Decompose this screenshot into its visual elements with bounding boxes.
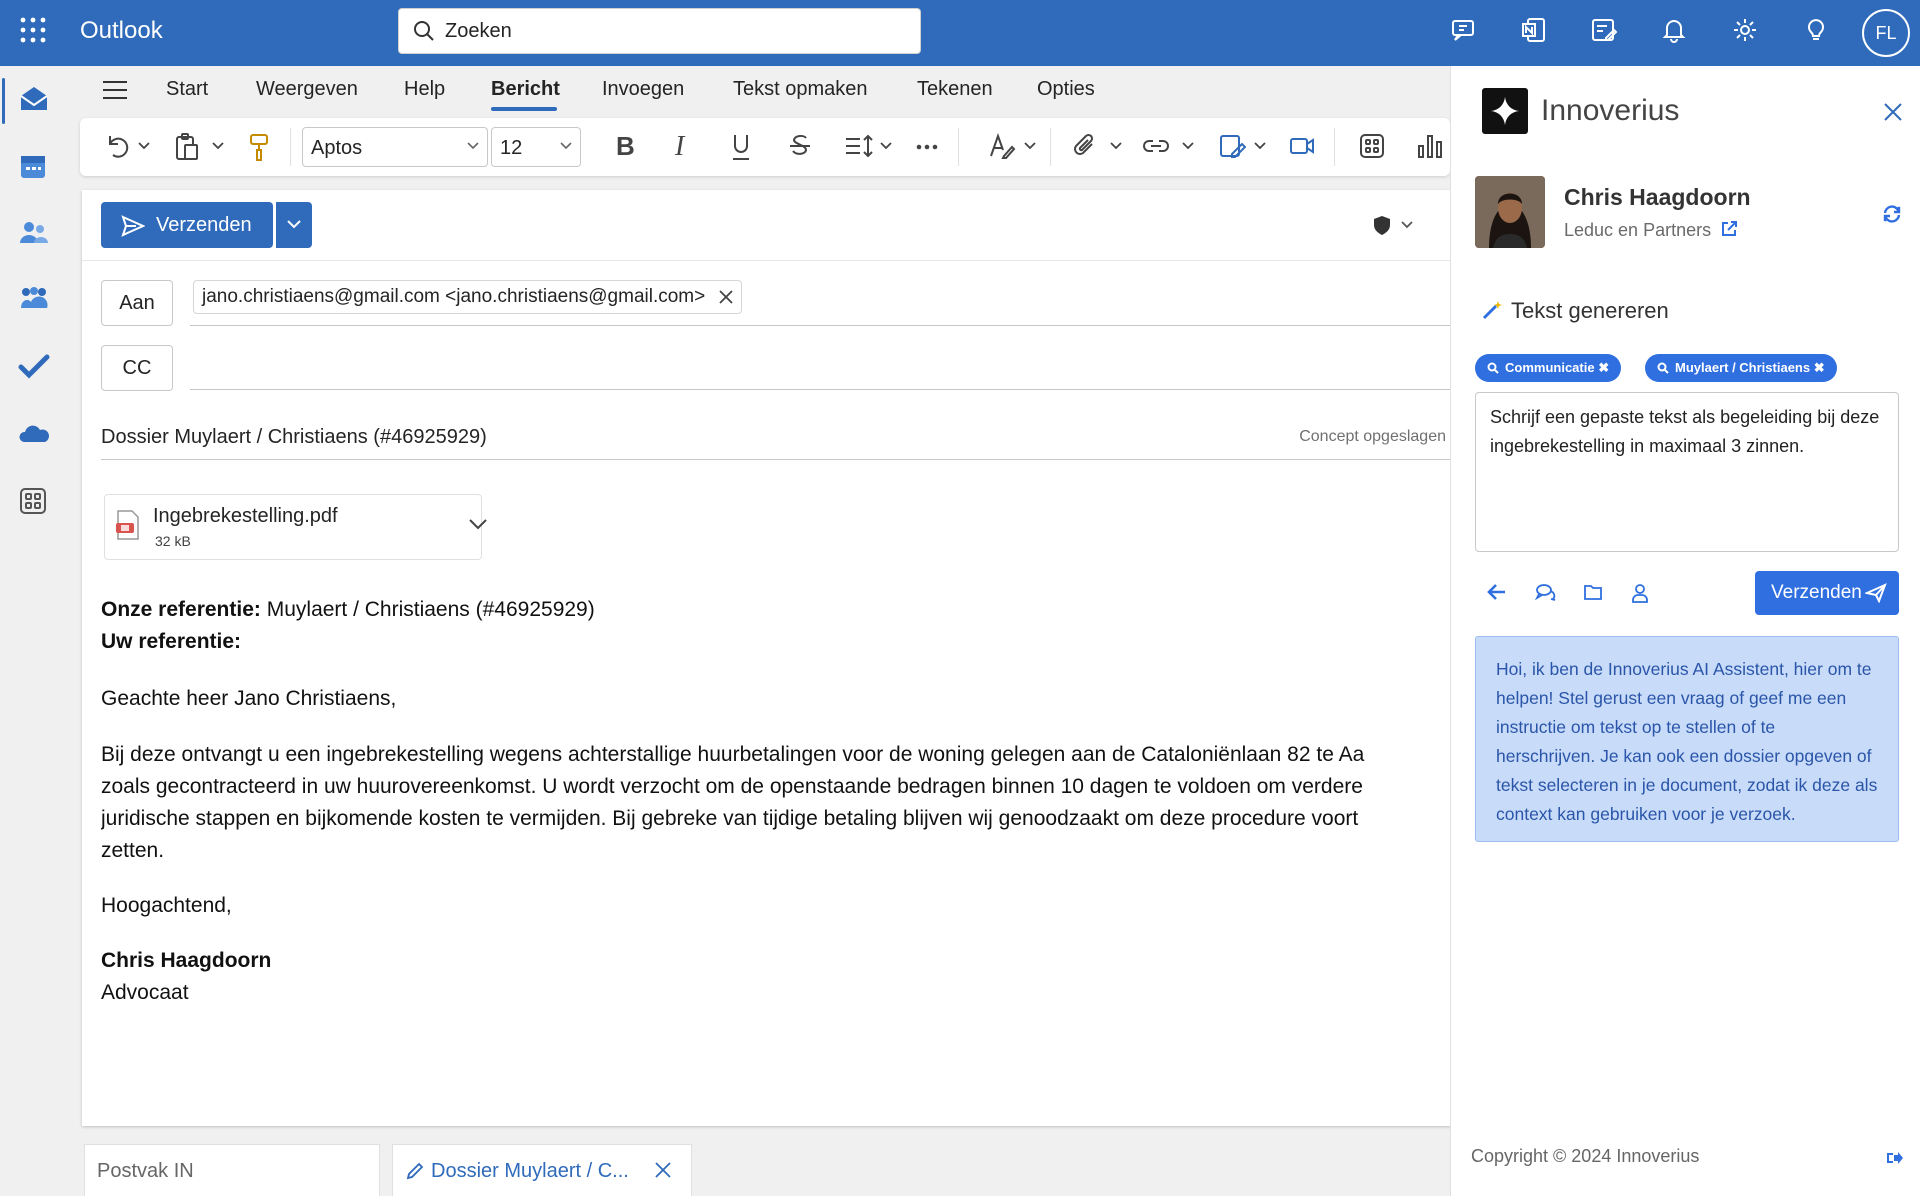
closing-text: Hoogachtend, [101,894,232,917]
link-dropdown-chevron-icon[interactable] [1182,142,1194,150]
attachment-size: 32 kB [155,533,191,549]
underline-icon[interactable] [730,132,752,162]
subject-field[interactable]: Dossier Muylaert / Christiaens (#46925929) [101,426,487,448]
refresh-sync-icon[interactable] [1882,204,1902,224]
search-icon [1487,362,1499,374]
conversation-icon[interactable] [1535,583,1557,601]
insert-link-icon[interactable] [1142,132,1170,160]
cc-field-underline[interactable] [190,389,1452,390]
onedrive-icon[interactable] [18,420,50,450]
your-reference-label: Uw referentie: [101,630,242,653]
tab-draft-label: Dossier Muylaert / C... [431,1160,629,1182]
hamburger-menu-icon[interactable] [102,80,128,100]
todo-note-icon[interactable] [1590,16,1618,44]
remove-recipient-close-icon[interactable] [719,290,733,304]
sensitivity-shield-icon[interactable] [1372,214,1416,236]
pdf-file-icon [115,509,141,541]
bottom-tab-strip [72,1136,1452,1196]
top-bar [0,0,1920,66]
panel-send-label: Verzenden [1771,582,1862,603]
notifications-bell-icon[interactable] [1660,16,1688,44]
svg-text:I: I [675,132,685,160]
attach-dropdown-chevron-icon[interactable] [1110,142,1122,150]
attachment-name: Ingebrekestelling.pdf [153,505,338,527]
recipient-address: jano.christiaens@gmail.com <jano.christiaens@gmail.com> [202,286,706,307]
contact-photo [1475,176,1545,248]
tab-tekenen[interactable]: Tekenen [917,78,993,100]
people-icon[interactable] [18,218,50,248]
tab-draft[interactable] [392,1144,692,1196]
line-spacing-icon[interactable] [844,132,874,160]
calendar-icon[interactable] [18,152,48,182]
back-arrow-icon[interactable] [1487,583,1507,601]
subject-underline [101,459,1452,460]
undo-icon[interactable] [104,132,130,160]
paste-dropdown-chevron-icon[interactable] [212,142,224,150]
contact-name: Chris Haagdoorn [1564,184,1751,210]
close-draft-tab-icon[interactable] [655,1162,671,1178]
body-paragraph-line: Bij deze ontvangt u een ingebrekestelling wegens achterstallige huurbetalingen voor de woning gelegen aan de Cataloniënlaan 82 te Aa [101,743,1365,766]
prompt-textarea[interactable]: Schrijf een gepaste tekst als begeleiding bij deze ingebrekestelling in maximaal 3 zinnen. [1475,392,1899,552]
copyright-text: Copyright © 2024 Innoverius [1471,1146,1700,1166]
tab-bericht[interactable]: Bericht [491,78,560,100]
body-paragraph-line: zoals gecontracteerd in uw huurovereenkomst. U wordt verzocht om de openstaande bedragen binnen 10 dagen te voldoen om verdere [101,775,1363,798]
paper-plane-icon [1865,583,1887,603]
folder-icon[interactable] [1583,583,1603,601]
tips-lightbulb-icon[interactable] [1802,16,1830,44]
greeting-text: Geachte heer Jano Christiaens, [101,687,397,710]
body-paragraph-line: zetten. [101,839,165,862]
context-tag-communicatie[interactable]: Communicatie ✖ [1475,354,1621,382]
spacing-dropdown-chevron-icon[interactable] [880,142,892,150]
font-chevron-icon [467,142,479,150]
generate-text-label: Tekst genereren [1511,298,1669,323]
tab-weergeven[interactable]: Weergeven [256,78,358,100]
signature-dropdown-chevron-icon[interactable] [1254,142,1266,150]
to-button[interactable]: Aan [101,280,173,326]
external-link-icon [1720,220,1738,238]
panel-title: Innoverius [1541,94,1680,127]
toolbar-separator [958,128,959,166]
search-placeholder: Zoeken [445,20,512,42]
edit-pencil-icon [405,1161,425,1181]
signature-icon[interactable] [1218,132,1246,160]
svg-text:B: B [616,132,635,160]
editor-styles-icon[interactable] [988,132,1016,160]
panel-close-icon[interactable] [1883,102,1903,122]
tab-invoegen[interactable]: Invoegen [602,78,685,100]
to-field-underline[interactable] [190,325,1452,326]
draft-saved-status: Concept opgeslagen [1299,428,1446,445]
search-icon [413,20,435,42]
groups-icon[interactable] [18,284,50,314]
more-options-icon[interactable] [916,144,938,150]
tab-inbox-label: Postvak IN [97,1160,194,1182]
attachment-card[interactable] [104,494,482,560]
contact-company-label: Leduc en Partners [1564,220,1712,240]
todo-check-icon[interactable] [18,352,50,382]
tab-tekst-opmaken[interactable]: Tekst opmaken [733,78,868,100]
font-size-select[interactable] [491,127,581,167]
app-launcher-icon[interactable] [20,17,46,43]
panel-send-button[interactable] [1755,571,1899,615]
onenote-icon[interactable] [1520,16,1548,44]
italic-icon[interactable] [672,132,694,160]
our-reference-value: Muylaert / Christiaens (#46925929) [260,598,595,621]
innoverius-side-panel [1450,66,1920,1196]
undo-dropdown-chevron-icon[interactable] [138,142,150,150]
bold-icon[interactable] [614,132,636,160]
attachment-chevron-down-icon[interactable] [469,519,487,530]
toolbar-separator [1334,128,1335,166]
cc-button[interactable]: CC [101,345,173,391]
our-reference-label: Onze referentie: [101,598,261,621]
attach-file-paperclip-icon[interactable] [1072,132,1098,160]
font-size-value: 12 [500,137,523,159]
tag-label: Muylaert / Christiaens [1675,360,1811,375]
tab-start[interactable]: Start [166,78,209,100]
ribbon-toolbar [80,118,1450,176]
contact-company[interactable] [1564,220,1738,241]
paste-clipboard-icon[interactable] [174,132,200,162]
send-icon [121,215,145,237]
tag-label: Communicatie [1505,360,1595,375]
search-icon [1657,362,1669,374]
message-body[interactable] [101,594,1452,1009]
header-divider [82,260,1452,261]
magic-wand-icon [1481,299,1503,321]
body-paragraph-line: juridische stappen en bijkomende kosten te vermijden. Bij gebreke van tijdige betaling blijven wij genoodzaakt om deze procedure voort [101,807,1359,830]
mail-icon[interactable] [18,84,50,114]
tab-opties[interactable]: Opties [1037,78,1095,100]
compose-area [82,190,1452,1126]
font-family-value: Aptos [311,137,363,159]
more-apps-icon[interactable] [18,486,48,516]
generate-text-heading [1481,298,1669,324]
font-family-select[interactable] [302,127,488,167]
insights-chart-icon[interactable] [1416,132,1444,160]
recipient-chip[interactable] [193,280,742,314]
settings-gear-icon[interactable] [1731,16,1759,44]
teams-meeting-video-icon[interactable] [1288,132,1316,160]
signature-name: Chris Haagdoorn [101,949,272,972]
strikethrough-icon[interactable] [788,132,812,160]
context-tag-dossier[interactable]: Muylaert / Christiaens ✖ [1645,354,1837,382]
apps-grid-icon[interactable] [1358,132,1386,160]
editor-dropdown-chevron-icon[interactable] [1024,142,1036,150]
tab-help[interactable]: Help [404,78,446,100]
size-chevron-icon [560,142,572,150]
app-name[interactable]: Outlook [80,17,163,44]
teams-chat-icon[interactable] [1450,16,1478,44]
send-button-label: Verzenden [156,214,252,236]
active-tab-indicator [491,107,557,111]
toolbar-separator [290,128,291,166]
ai-assistant-message: Hoi, ik ben de Innoverius AI Assistent, hier om te helpen! Stel gerust een vraag of geef me een instructie om tekst op te stellen of te herschrijven. Je kan ook een dossier opgeven of tekst selecteren in je document, zodat ik deze als context kan gebruiken voor je verzoek. [1475,636,1899,842]
tab-inbox[interactable] [84,1144,380,1196]
send-button[interactable] [101,202,273,248]
format-painter-icon[interactable] [248,132,270,162]
user-avatar[interactable]: FL [1862,9,1910,57]
logout-icon[interactable] [1885,1150,1903,1166]
signature-title: Advocaat [101,981,189,1004]
send-options-dropdown[interactable] [276,202,312,248]
search-box[interactable] [398,8,921,54]
toolbar-separator [1050,128,1051,166]
innoverius-logo-icon [1482,88,1528,134]
rail-active-indicator [2,78,5,124]
person-icon[interactable] [1631,583,1649,603]
